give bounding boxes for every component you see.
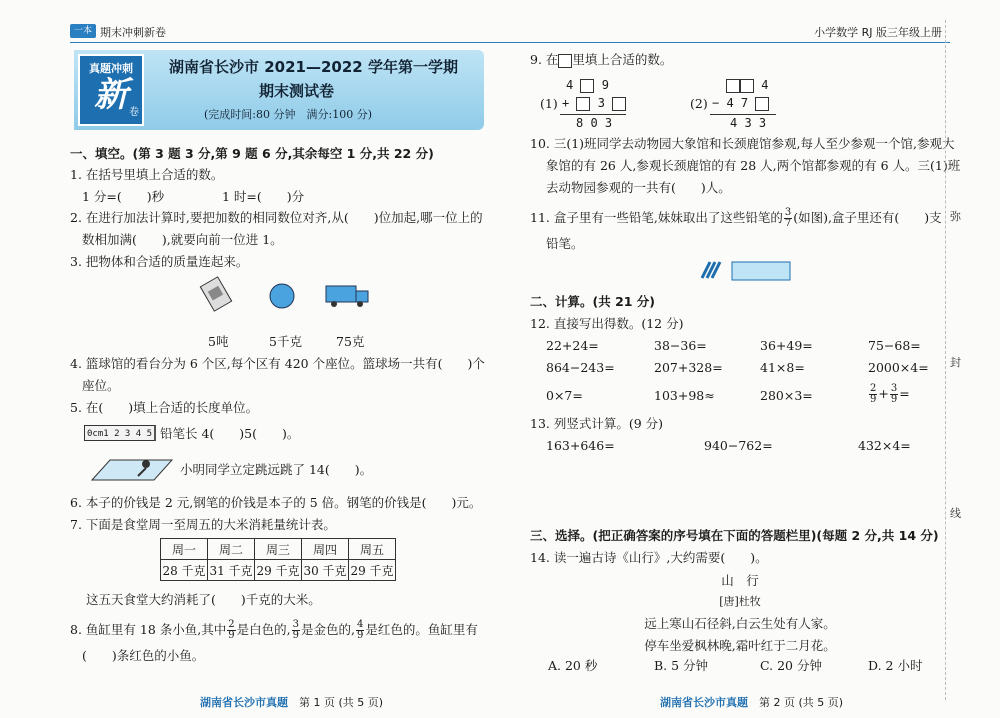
series-logo: 一本	[70, 24, 96, 38]
question-4-line2: 座位。	[82, 378, 120, 393]
choice-d[interactable]: D. 2 小时	[868, 658, 923, 673]
badge-big-text: 新	[94, 75, 128, 115]
poem-line-1: 远上寒山石径斜,白云生处有人家。	[644, 616, 836, 631]
badge-top-text: 真题冲刺	[89, 62, 133, 75]
question-7b: 这五天食堂大约消耗了( )千克的大米。	[86, 592, 321, 607]
series-title: 期末冲刺新卷	[100, 26, 166, 39]
exam-banner	[74, 50, 484, 130]
table-header-cell: 周五	[349, 539, 396, 560]
ball-icon	[268, 282, 296, 310]
rice-consumption-table	[160, 538, 396, 581]
numerator: 3	[890, 383, 898, 394]
question-4-line1: 4. 篮球馆的看台分为 6 个区,每个区有 420 个座位。篮球场一共有( )个	[70, 356, 485, 371]
question-5a: 铅笔长 4( )5( )。	[160, 426, 300, 441]
calc-item: 864−243=	[546, 360, 615, 375]
q9-text-1: 9. 在	[530, 52, 559, 67]
denominator: 9	[890, 394, 898, 405]
question-12: 12. 直接写出得数。(12 分)	[530, 316, 684, 331]
q9-1-row1	[566, 78, 609, 93]
footer-page: 第 2 页 (共 5 页)	[759, 696, 844, 709]
q9-2-row1	[726, 78, 768, 93]
question-1b: 1 时=( )分	[222, 189, 305, 204]
poem-title: 山 行	[721, 573, 759, 588]
numerator: 2	[870, 383, 877, 394]
q9-1-result: 8 0 3	[576, 116, 613, 130]
choice-c[interactable]: C. 20 分钟	[760, 658, 822, 673]
denominator: 9	[356, 630, 364, 641]
q8-text-3: 是金色的,	[300, 622, 355, 637]
question-2-line2: 数相加满( ),就要向前一位进 1。	[82, 232, 283, 247]
q9-2-result: 4 3 3	[730, 116, 767, 130]
table-cell: 29 千克	[349, 560, 396, 581]
truck-icon	[324, 282, 370, 308]
table-cell: 28 千克	[161, 560, 208, 581]
question-13: 13. 列竖式计算。(9 分)	[530, 416, 664, 431]
question-10-line2: 象馆的有 26 人,参观长颈鹿馆的有 28 人,两个馆都参观的有 6 人。三(1)班	[546, 158, 961, 173]
exam-title: 湖南省长沙市 2021—2022 学年第一学期	[169, 58, 458, 76]
book-title: 小学数学 RJ 版三年级上册	[814, 26, 942, 39]
denominator: 7	[784, 218, 792, 229]
q11-text-2: (如图),盒子里还有( )支	[793, 210, 942, 225]
choice-a[interactable]: A. 20 秒	[548, 658, 598, 673]
q9-text-2: 里填上合适的数。	[572, 52, 673, 67]
question-2-line1: 2. 在进行加法计算时,要把加数的相同数位对齐,从( )位加起,哪一位上的	[70, 210, 483, 225]
table-cell: 29 千克	[255, 560, 302, 581]
pencils-and-box-picture	[700, 258, 796, 284]
exam-meta: (完成时间:80 分钟 满分:100 分)	[204, 108, 372, 121]
calc-item: 38−36=	[654, 338, 707, 353]
table-cell: 30 千克	[302, 560, 349, 581]
seasoning-packet-icon	[196, 276, 236, 312]
digit: 3	[597, 96, 605, 110]
question-10-line1: 10. 三(1)班同学去动物园大象馆和长颈鹿馆参观,每人至少参观一个馆,参观大	[530, 136, 955, 151]
q8-text-1: 8. 鱼缸里有 18 条小鱼,其中	[70, 622, 227, 637]
q9-2-row2	[712, 96, 769, 111]
fraction	[890, 384, 898, 405]
calc-item: 75−68=	[868, 338, 921, 353]
q9-1-label: (1)	[540, 96, 558, 111]
footer-right	[660, 694, 843, 710]
table-header-cell: 周四	[302, 539, 349, 560]
choice-b[interactable]: B. 5 分钟	[654, 658, 709, 673]
calc-item: 22+24=	[546, 338, 599, 353]
answer-box[interactable]	[558, 54, 572, 68]
answer-box[interactable]	[612, 97, 626, 111]
sum-line	[560, 114, 626, 115]
table-cell: 31 千克	[208, 560, 255, 581]
question-7: 7. 下面是食堂周一至周五的大米消耗量统计表。	[70, 517, 336, 532]
table-row	[161, 539, 396, 560]
fraction	[869, 384, 877, 405]
question-10-line3: 去动物园参观的一共有( )人。	[546, 180, 731, 195]
footer-page: 第 1 页 (共 5 页)	[299, 696, 384, 709]
footer-title: 湖南省长沙市真题	[660, 696, 748, 709]
calc-item: 0×7=	[546, 388, 583, 403]
q8-text-4: 是红色的。鱼缸里有	[365, 622, 478, 637]
table-row	[161, 560, 396, 581]
question-6: 6. 本子的价钱是 2 元,钢笔的价钱是本子的 5 倍。钢笔的价钱是( )元。	[70, 495, 482, 510]
answer-box[interactable]	[726, 79, 740, 93]
calc-item: 41×8=	[760, 360, 805, 375]
q8-text-2: 是白色的,	[236, 622, 291, 637]
answer-box[interactable]	[576, 97, 590, 111]
long-jump-picture	[88, 456, 174, 482]
section-choice: 三、选择。(把正确答案的序号填在下面的答题栏里)(每题 2 分,共 14 分)	[530, 528, 939, 543]
fraction-gold	[292, 620, 300, 641]
header-divider	[70, 42, 950, 43]
seal-label: 线	[950, 507, 961, 520]
ruler-pencil: 0cm1 2 3 4 5	[84, 425, 156, 441]
seal-label: 封	[950, 356, 961, 369]
seal-line	[945, 20, 948, 700]
table-header-cell: 周一	[161, 539, 208, 560]
digit: 4	[566, 78, 574, 92]
calc-item: 2000×4=	[868, 360, 929, 375]
vertical-calc-item: 163+646=	[546, 438, 615, 453]
weight-option-3: 75克	[336, 334, 365, 349]
q9-1-row2	[562, 96, 626, 111]
table-header-cell: 周二	[208, 539, 255, 560]
seal-label: 弥	[950, 210, 961, 223]
digit: 4	[761, 78, 769, 92]
question-11-line1	[530, 208, 942, 229]
calc-item: 207+328=	[654, 360, 723, 375]
fraction-white	[227, 620, 235, 641]
weight-option-2: 5千克	[269, 334, 302, 349]
numerator: 3	[784, 207, 792, 218]
question-9	[530, 52, 672, 68]
q9-2-label: (2)	[690, 96, 708, 111]
question-1: 1. 在括号里填上合适的数。	[70, 167, 224, 182]
weight-option-1: 5吨	[208, 334, 229, 349]
footer-left	[200, 694, 383, 710]
answer-box[interactable]	[755, 97, 769, 111]
answer-box[interactable]	[580, 79, 594, 93]
vertical-calc-item: 432×4=	[858, 438, 911, 453]
calc-item-fraction	[868, 384, 910, 405]
question-8-line2: ( )条红色的小鱼。	[82, 648, 205, 663]
new-paper-badge	[78, 54, 144, 126]
answer-box[interactable]	[740, 79, 754, 93]
equals-sign: =	[899, 386, 910, 401]
vertical-calc-item: 940−762=	[704, 438, 773, 453]
badge-small-text: 卷	[129, 107, 139, 118]
digit: 4 7	[726, 96, 749, 110]
fraction-taken	[784, 208, 792, 229]
q11-text-1: 11. 盒子里有一些铅笔,妹妹取出了这些铅笔的	[530, 210, 783, 225]
denominator: 9	[292, 630, 299, 641]
difference-line	[710, 114, 776, 115]
digit: 9	[601, 78, 609, 92]
question-11-line2: 铅笔。	[546, 236, 584, 251]
exam-subtitle: 期末测试卷	[259, 82, 335, 100]
question-3: 3. 把物体和合适的质量连起来。	[70, 254, 249, 269]
section-fill-blank: 一、填空。(第 3 题 3 分,第 9 题 6 分,其余每空 1 分,共 22 分)	[70, 146, 434, 161]
numerator: 3	[292, 619, 299, 630]
operator: +	[562, 96, 570, 110]
question-1a: 1 分=( )秒	[82, 189, 165, 204]
footer-title: 湖南省长沙市真题	[200, 696, 288, 709]
section-calculate: 二、计算。(共 21 分)	[530, 294, 656, 309]
denominator: 9	[870, 394, 877, 405]
operator: −	[712, 96, 720, 110]
plus-sign: +	[878, 386, 889, 401]
calc-item: 36+49=	[760, 338, 813, 353]
calc-item: 103+98≈	[654, 388, 715, 403]
question-8-line1	[70, 620, 478, 641]
question-14: 14. 读一遍古诗《山行》,大约需要( )。	[530, 550, 768, 565]
question-5: 5. 在( )填上合适的长度单位。	[70, 400, 259, 415]
table-header-cell: 周三	[255, 539, 302, 560]
numerator: 2	[228, 619, 235, 630]
poem-line-2: 停车坐爱枫林晚,霜叶红于二月花。	[644, 638, 836, 653]
question-5b: 小明同学立定跳远跳了 14( )。	[180, 462, 373, 477]
poem-author: [唐]杜牧	[719, 595, 761, 608]
numerator: 4	[356, 619, 364, 630]
fraction-red	[356, 620, 364, 641]
calc-item: 280×3=	[760, 388, 813, 403]
denominator: 9	[228, 630, 235, 641]
